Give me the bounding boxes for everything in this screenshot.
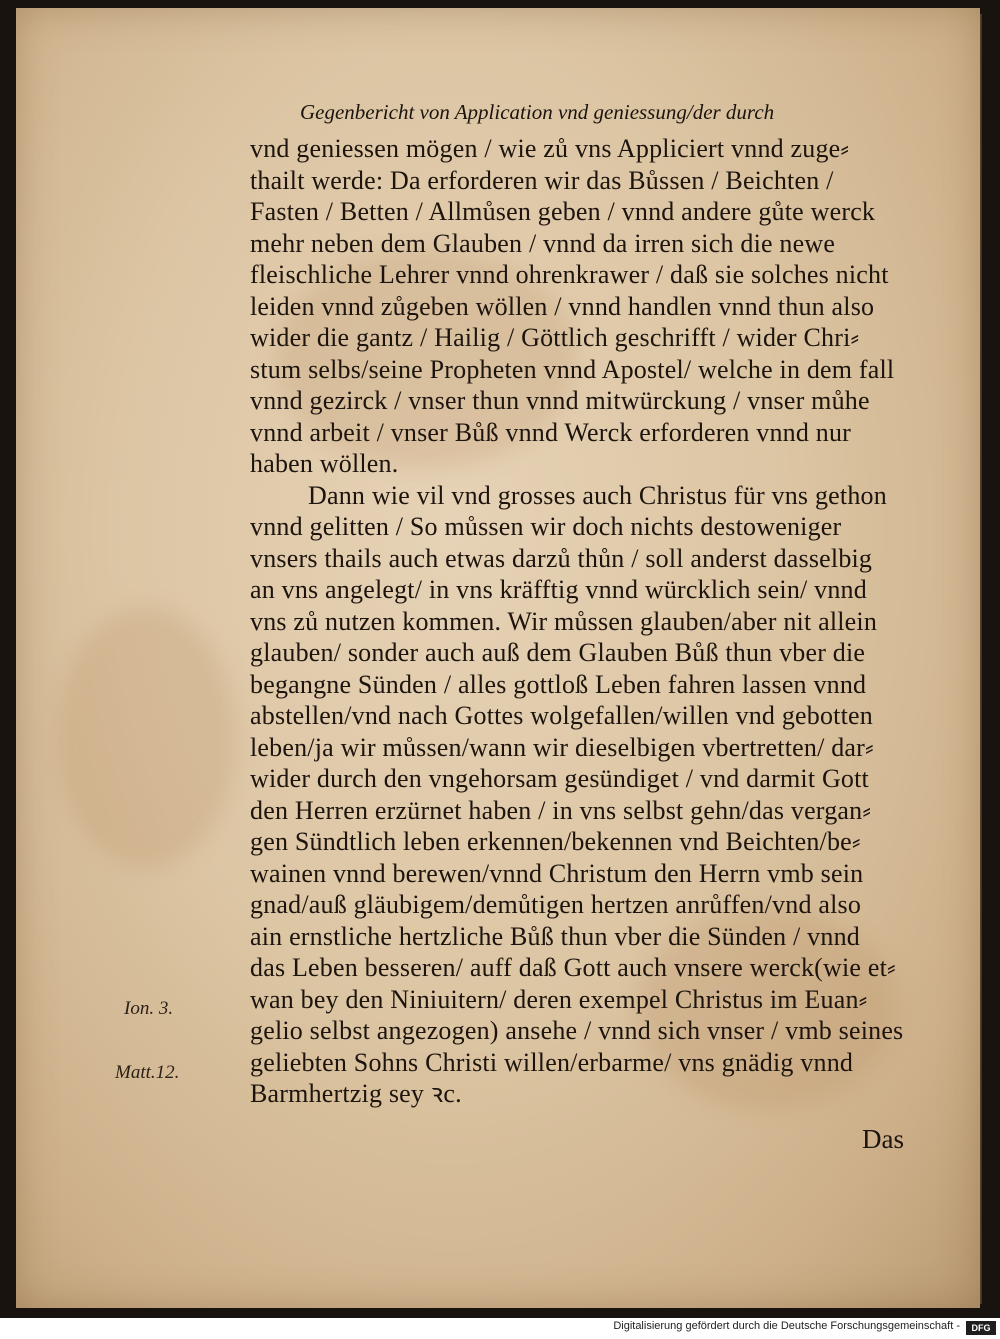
text-line: gen Sündtlich leben erkennen/bekennen vnd Beichten/be⸗ — [250, 827, 861, 856]
running-head: Gegenbericht von Application vnd geniessung/der durch — [300, 100, 775, 124]
digitization-footer — [0, 1318, 1000, 1339]
body-text — [250, 133, 940, 1110]
text-line: Fasten / Betten / Allmůsen geben / vnnd andere gůte werck — [250, 197, 876, 226]
text-line: leben/ja wir můssen/wann wir dieselbigen vbertretten/ dar⸗ — [250, 732, 874, 762]
text-line: haben wöllen. — [250, 449, 399, 478]
text-line: wider die gantz / Hailig / Göttlich geschrifft / wider Chri⸗ — [250, 323, 860, 352]
text-line: wainen vnnd berewen/vnnd Christum den Herrn vmb sein — [250, 858, 864, 888]
text-line: leiden vnnd zůgeben wöllen / vnnd handlen vnnd thun also — [250, 291, 875, 321]
text-line: mehr neben dem Glauben / vnnd da irren sich die newe — [250, 228, 836, 258]
text-line: vnd geniessen mögen / wie zů vns Appliciert vnnd zuge⸗ — [250, 134, 850, 163]
text-line: den Herren erzürnet haben / in vns selbst gehn/das vergan⸗ — [250, 795, 872, 825]
text-line: vnnd gezirck / vnser thun vnnd mitwürckung / vnser můhe — [250, 386, 870, 415]
text-line: stum selbs/seine Propheten vnnd Apostel/ welche in dem fall — [250, 354, 895, 384]
text-line: geliebten Sohns Christi willen/erbarme/ vns gnädig vnnd — [250, 1047, 854, 1077]
text-line: ain ernstliche hertzliche Bůß thun vber die Sünden / vnnd — [250, 921, 860, 951]
text-line: Dann wie vil vnd grosses auch Christus für vns gethon — [308, 480, 887, 510]
margin-note: Ion. 3. — [124, 998, 174, 1019]
text-line: an vns angelegt/ in vns kräfftig vnnd würcklich sein/ vnnd — [250, 575, 867, 604]
text-line: thailt werde: Da erforderen wir das Bůssen / Beichten / — [250, 165, 834, 195]
text-line: wider durch den vngehorsam gesündiget / vnd darmit Gott — [250, 764, 869, 793]
paper-stain — [56, 608, 236, 868]
dfg-logo: DFG — [966, 1321, 996, 1335]
text-line: Barmhertzig sey ꝛc. — [250, 1079, 462, 1108]
text-line: gnad/auß gläubigem/demůtigen hertzen anrůffen/vnd also — [250, 890, 862, 919]
text-line: das Leben besseren/ auff daß Gott auch vnsere werck(wie et⸗ — [250, 953, 896, 982]
text-line: abstellen/vnd nach Gottes wolgefallen/willen vnd gebotten — [250, 701, 873, 730]
text-line: vnnd gelitten / So můssen wir doch nichts destoweniger — [250, 512, 842, 541]
catchword: Das — [862, 1124, 904, 1154]
text-line: vns zů nutzen kommen. Wir můssen glauben/aber nit allein — [250, 606, 878, 636]
footer-credit: Digitalisierung gefördert durch die Deutsche Forschungsgemeinschaft - — [613, 1320, 960, 1332]
margin-note: Matt.12. — [115, 1062, 180, 1083]
text-line: glauben/ sonder auch auß dem Glauben Bůß thun vber die — [250, 638, 866, 667]
text-line: gelio selbst angezogen) ansehe / vnnd sich vnser / vmb seines — [250, 1016, 904, 1045]
text-line: begangne Sünden / alles gottloß Leben fahren lassen vnnd — [250, 669, 867, 699]
text-line: vnsers thails auch etwas darzů thůn / soll anderst dasselbig — [250, 543, 873, 573]
text-line: vnnd arbeit / vnser Bůß vnnd Werck erforderen vnnd nur — [250, 417, 852, 447]
text-line: fleischliche Lehrer vnnd ohrenkrawer / daß sie solches nicht — [250, 260, 889, 289]
text-line: wan bey den Niniuitern/ deren exempel Christus im Euan⸗ — [250, 984, 868, 1014]
